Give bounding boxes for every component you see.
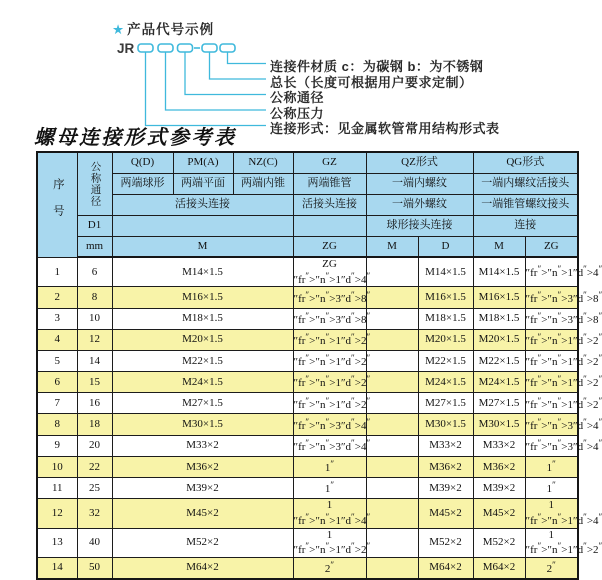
header-blank-gz bbox=[293, 215, 366, 236]
cell-m-thread: M30×1.5 bbox=[112, 414, 293, 435]
cell-qg-zg: 1″ bbox=[525, 478, 578, 499]
table-header bbox=[37, 152, 578, 257]
header-qg-zg: ZG bbox=[525, 236, 578, 257]
cell-m-thread: M45×2 bbox=[112, 499, 293, 528]
cell-qg-m: M30×1.5 bbox=[473, 414, 525, 435]
diagram-label-connection: 连接形式：见金属软管常用结构形式表 bbox=[270, 121, 500, 136]
cell-dn-mm: 40 bbox=[77, 528, 112, 557]
header-zg: ZG bbox=[293, 236, 366, 257]
table-row bbox=[37, 350, 578, 371]
table-row bbox=[37, 287, 578, 308]
star-icon: ★ bbox=[112, 22, 126, 37]
header-qz-desc1: 一端内螺纹 bbox=[366, 173, 473, 194]
header-qz-desc2: 一端外螺纹 bbox=[366, 194, 473, 215]
header-qg-desc1: 一端内螺纹活接头 bbox=[473, 173, 578, 194]
table-body bbox=[37, 257, 602, 579]
table-row bbox=[37, 456, 578, 477]
header-q-desc: 两端球形 bbox=[112, 173, 173, 194]
connector-line bbox=[228, 52, 267, 64]
cell-qz-d: M33×2 bbox=[418, 435, 473, 456]
cell-qz-d: M45×2 bbox=[418, 499, 473, 528]
cell-qg-m: M64×2 bbox=[473, 557, 525, 578]
cell-qz-d: M18×1.5 bbox=[418, 308, 473, 329]
cell-qg-m: M24×1.5 bbox=[473, 372, 525, 393]
cell-m-thread: M16×1.5 bbox=[112, 287, 293, 308]
cell-qg-zg: ″fr″>″n″>3″d″>4″ bbox=[525, 414, 578, 435]
cell-qg-m: M39×2 bbox=[473, 478, 525, 499]
cell-m-thread: M22×1.5 bbox=[112, 350, 293, 371]
cell-qz-d: M24×1.5 bbox=[418, 372, 473, 393]
cell-dn-mm: 50 bbox=[77, 557, 112, 578]
cell-dn-mm: 16 bbox=[77, 393, 112, 414]
diagram-heading-text: 产品代号示例 bbox=[127, 22, 215, 37]
cell-dn-mm: 15 bbox=[77, 372, 112, 393]
connector-line bbox=[185, 52, 266, 95]
cell-qz-d: M36×2 bbox=[418, 456, 473, 477]
cell-m-thread: M27×1.5 bbox=[112, 393, 293, 414]
cell-gz-thread: ″fr″>″n″>1″d″>2″ bbox=[293, 329, 366, 350]
cell-seq: 8 bbox=[37, 414, 77, 435]
diagram-label-pressure: 公称压力 bbox=[270, 105, 325, 121]
cell-qg-m: M14×1.5 bbox=[473, 257, 525, 287]
cell-qz-d: M22×1.5 bbox=[418, 350, 473, 371]
table-row bbox=[37, 499, 578, 528]
header-bore: 公称通径 bbox=[77, 152, 112, 215]
cell-qg-m: M16×1.5 bbox=[473, 287, 525, 308]
cell-qg-zg: 1 ″fr″>″n″>1″d″>4″ bbox=[525, 499, 602, 527]
cell-dn-mm: 25 bbox=[77, 478, 112, 499]
cell-qz-m bbox=[366, 557, 418, 578]
cell-gz-thread: 1 ″fr″>″n″>1″d″>2″ bbox=[293, 528, 371, 557]
code-box bbox=[138, 44, 153, 52]
cell-qg-m: M45×2 bbox=[473, 499, 525, 528]
cell-qg-zg: ″fr″>″n″>3″d″>4″ bbox=[525, 435, 578, 456]
cell-dn-mm: 32 bbox=[77, 499, 112, 528]
cell-seq: 5 bbox=[37, 350, 77, 371]
cell-m-thread: M20×1.5 bbox=[112, 329, 293, 350]
cell-gz-thread: ″fr″>″n″>3″d″>8″ bbox=[293, 308, 366, 329]
code-box bbox=[202, 44, 217, 52]
table-row bbox=[37, 414, 578, 435]
cell-qz-m bbox=[366, 414, 418, 435]
diagram-label-length: 总长（长度可根据用户要求定制） bbox=[270, 74, 473, 90]
cell-qz-d: M64×2 bbox=[418, 557, 473, 578]
cell-dn-mm: 10 bbox=[77, 308, 112, 329]
cell-qz-m bbox=[366, 308, 418, 329]
cell-seq: 6 bbox=[37, 372, 77, 393]
table-row bbox=[37, 372, 578, 393]
cell-seq: 3 bbox=[37, 308, 77, 329]
cell-m-thread: M64×2 bbox=[112, 557, 293, 578]
header-union-conn: 活接头连接 bbox=[112, 194, 293, 215]
header-nz: NZ(C) bbox=[233, 152, 293, 173]
cell-seq: 4 bbox=[37, 329, 77, 350]
connector-line bbox=[166, 52, 267, 110]
cell-gz-thread: ZG ″fr″>″n″>1″d″>4″ bbox=[293, 258, 371, 286]
cell-seq: 9 bbox=[37, 435, 77, 456]
cell-qg-zg: ″fr″>″n″>3″d″>8″ bbox=[525, 308, 578, 329]
connector-line bbox=[210, 52, 267, 79]
header-gz-conn: 活接头连接 bbox=[293, 194, 366, 215]
cell-qz-m bbox=[366, 257, 418, 287]
table-row bbox=[37, 393, 578, 414]
cell-m-thread: M33×2 bbox=[112, 435, 293, 456]
cell-gz-thread: 1 ″fr″>″n″>1″d″>4″ bbox=[293, 499, 371, 527]
header-q: Q(D) bbox=[112, 152, 173, 173]
cell-qg-zg: 1″ bbox=[525, 456, 578, 477]
header-qg-conn: 连接 bbox=[473, 215, 578, 236]
code-prefix: JR bbox=[117, 41, 135, 56]
cell-qz-m bbox=[366, 435, 418, 456]
nut-connection-table bbox=[36, 151, 602, 580]
diagram-label-bore: 公称通径 bbox=[270, 90, 325, 105]
header-qz-d: D bbox=[418, 236, 473, 257]
cell-gz-thread: ″fr″>″n″>3″d″>4″ bbox=[293, 435, 366, 456]
cell-m-thread: M52×2 bbox=[112, 528, 293, 557]
table-row bbox=[37, 557, 578, 578]
code-box bbox=[178, 44, 193, 52]
header-qg: QG形式 bbox=[473, 152, 578, 173]
cell-qz-m bbox=[366, 456, 418, 477]
cell-gz-thread: 1″ bbox=[293, 456, 366, 477]
diagram-heading bbox=[112, 18, 214, 38]
header-nz-desc: 两端内锥 bbox=[233, 173, 293, 194]
cell-gz-thread: ″fr″>″n″>3″d″>8″ bbox=[293, 287, 366, 308]
cell-seq: 7 bbox=[37, 393, 77, 414]
cell-m-thread: M14×1.5 bbox=[112, 257, 293, 287]
table-row bbox=[37, 478, 578, 499]
cell-gz-thread: ″fr″>″n″>1″d″>2″ bbox=[293, 393, 366, 414]
table-row bbox=[37, 528, 578, 557]
cell-gz-thread: ″fr″>″n″>3″d″>4″ bbox=[293, 414, 366, 435]
cell-dn-mm: 14 bbox=[77, 350, 112, 371]
cell-seq: 12 bbox=[37, 499, 77, 528]
diagram-label-material: 连接件材质 c：为碳钢 b：为不锈钢 bbox=[270, 59, 484, 74]
table-row bbox=[37, 329, 578, 350]
header-gz-desc: 两端锥管 bbox=[293, 173, 366, 194]
cell-qg-zg: ″fr″>″n″>1″d″>4″ bbox=[525, 257, 578, 287]
cell-m-thread: M36×2 bbox=[112, 456, 293, 477]
header-d1: D1 bbox=[77, 215, 112, 236]
cell-gz-thread: 2″ bbox=[293, 557, 366, 578]
cell-dn-mm: 18 bbox=[77, 414, 112, 435]
header-m: M bbox=[112, 236, 293, 257]
header-qz: QZ形式 bbox=[366, 152, 473, 173]
cell-gz-thread: 1″ bbox=[293, 478, 366, 499]
cell-dn-mm: 12 bbox=[77, 329, 112, 350]
cell-qz-d: M20×1.5 bbox=[418, 329, 473, 350]
header-blank-left bbox=[112, 215, 293, 236]
table-row bbox=[37, 435, 578, 456]
cell-seq: 14 bbox=[37, 557, 77, 578]
cell-qg-zg: ″fr″>″n″>3″d″>8″ bbox=[525, 287, 578, 308]
cell-qz-m bbox=[366, 478, 418, 499]
cell-qg-m: M36×2 bbox=[473, 456, 525, 477]
cell-qz-m bbox=[366, 329, 418, 350]
cell-qz-d: M14×1.5 bbox=[418, 257, 473, 287]
header-qg-desc2: 一端锥管螺纹接头 bbox=[473, 194, 578, 215]
code-box bbox=[158, 44, 173, 52]
cell-qz-d: M16×1.5 bbox=[418, 287, 473, 308]
cell-qg-zg: ″fr″>″n″>1″d″>2″ bbox=[525, 393, 578, 414]
cell-qg-m: M52×2 bbox=[473, 528, 525, 557]
cell-m-thread: M18×1.5 bbox=[112, 308, 293, 329]
cell-qz-d: M30×1.5 bbox=[418, 414, 473, 435]
cell-m-thread: M39×2 bbox=[112, 478, 293, 499]
header-qz-conn: 球形接头连接 bbox=[366, 215, 473, 236]
cell-qg-m: M22×1.5 bbox=[473, 350, 525, 371]
cell-dn-mm: 6 bbox=[77, 257, 112, 287]
cell-seq: 11 bbox=[37, 478, 77, 499]
cell-dn-mm: 8 bbox=[77, 287, 112, 308]
header-mm: mm bbox=[77, 236, 112, 257]
cell-gz-thread: ″fr″>″n″>1″d″>2″ bbox=[293, 372, 366, 393]
cell-qg-zg: ″fr″>″n″>1″d″>2″ bbox=[525, 329, 578, 350]
cell-qg-zg: 1 ″fr″>″n″>1″d″>2″ bbox=[525, 528, 602, 557]
cell-qg-m: M27×1.5 bbox=[473, 393, 525, 414]
cell-seq: 2 bbox=[37, 287, 77, 308]
cell-seq: 1 bbox=[37, 257, 77, 287]
cell-qz-m bbox=[366, 372, 418, 393]
code-box bbox=[220, 44, 235, 52]
cell-qz-d: M39×2 bbox=[418, 478, 473, 499]
cell-qg-zg: ″fr″>″n″>1″d″>2″ bbox=[525, 372, 578, 393]
cell-m-thread: M24×1.5 bbox=[112, 372, 293, 393]
cell-qz-m bbox=[366, 528, 418, 557]
cell-dn-mm: 20 bbox=[77, 435, 112, 456]
cell-qz-d: M52×2 bbox=[418, 528, 473, 557]
cell-qz-m bbox=[366, 287, 418, 308]
header-pm: PM(A) bbox=[173, 152, 233, 173]
header-pm-desc: 两端平面 bbox=[173, 173, 233, 194]
cell-dn-mm: 22 bbox=[77, 456, 112, 477]
header-seq: 序号 bbox=[37, 152, 77, 257]
cell-qg-m: M33×2 bbox=[473, 435, 525, 456]
connector-line bbox=[146, 52, 267, 126]
cell-gz-thread: ″fr″>″n″>1″d″>2″ bbox=[293, 350, 366, 371]
cell-seq: 10 bbox=[37, 456, 77, 477]
cell-qz-m bbox=[366, 393, 418, 414]
table-title: 螺母连接形式参考表 bbox=[34, 127, 237, 149]
cell-qg-m: M18×1.5 bbox=[473, 308, 525, 329]
cell-qz-m bbox=[366, 350, 418, 371]
cell-qg-zg: 2″ bbox=[525, 557, 578, 578]
header-gz: GZ bbox=[293, 152, 366, 173]
cell-qg-zg: ″fr″>″n″>1″d″>2″ bbox=[525, 350, 578, 371]
header-qg-m: M bbox=[473, 236, 525, 257]
cell-qz-m bbox=[366, 499, 418, 528]
cell-seq: 13 bbox=[37, 528, 77, 557]
cell-qg-m: M20×1.5 bbox=[473, 329, 525, 350]
header-qz-m: M bbox=[366, 236, 418, 257]
table-row bbox=[37, 257, 578, 287]
cell-qz-d: M27×1.5 bbox=[418, 393, 473, 414]
table-row bbox=[37, 308, 578, 329]
